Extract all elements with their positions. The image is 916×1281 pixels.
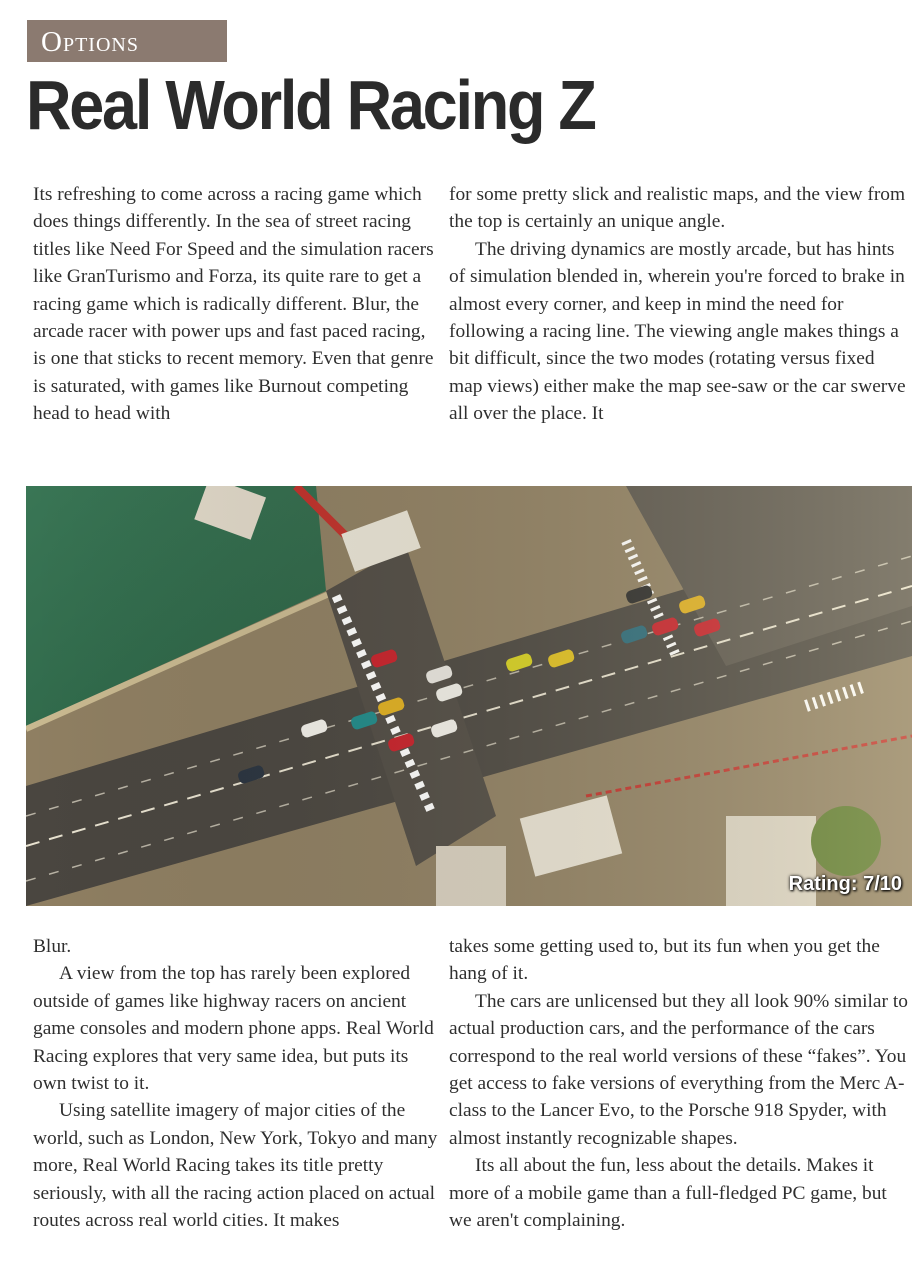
article-title: Real World Racing Z bbox=[26, 66, 595, 144]
paragraph: takes some getting used to, but its fun when you get the hang of it. bbox=[449, 936, 880, 985]
paragraph: The cars are unlicensed but they all look 90% similar to actual production cars, and the performance of the cars correspond to the real world versions of these “fakes”. You get access to fake versions of everything from the Merc A-class to the Lancer Evo, to the Porsche 918 Spyder, with almost instantly recognizable shapes. bbox=[449, 990, 908, 1149]
article-column-1 bbox=[33, 181, 443, 428]
article-column-2 bbox=[449, 181, 909, 428]
paragraph: for some pretty slick and realistic maps, and the view from the top is certainly an unique angle. bbox=[449, 184, 906, 233]
section-tag: Options bbox=[27, 20, 227, 62]
paragraph: Its all about the fun, less about the details. Makes it more of a mobile game than a full-fledged PC game, but we aren't complaining. bbox=[449, 1155, 887, 1232]
paragraph: Blur. bbox=[33, 936, 72, 957]
paragraph: A view from the top has rarely been explored outside of games like highway racers on ancient game consoles and modern phone apps. Real World Racing explores that very same idea, but puts its own twist to it. bbox=[33, 963, 434, 1095]
paragraph: The driving dynamics are mostly arcade, but has hints of simulation blended in, wherein you're forced to brake in almost every corner, and keep in mind the need for following a racing line. The viewing angle makes things a bit difficult, since the two modes (rotating versus fixed map views) either make the map see-saw or the car swerve all over the place. It bbox=[449, 238, 906, 425]
article-column-4 bbox=[449, 933, 909, 1234]
paragraph: Its refreshing to come across a racing game which does things differently. In the sea of street racing titles like Need For Speed and the simulation racers like GranTurismo and Forza, its quite rare to get a racing game which is radically different. Blur, the arcade racer with power ups and fast paced racing, is one that sticks to recent memory. Even that genre is saturated, with games like Burnout competing head to head with bbox=[33, 184, 434, 425]
rating-label: Rating: 7/10 bbox=[788, 873, 902, 895]
game-screenshot bbox=[26, 486, 912, 906]
aerial-race-image bbox=[26, 486, 912, 906]
article-column-3 bbox=[33, 933, 443, 1234]
paragraph: Using satellite imagery of major cities of the world, such as London, New York, Tokyo and many more, Real World Racing takes its title pretty seriously, with all the racing action placed on actual routes across real world cities. It makes bbox=[33, 1100, 438, 1232]
